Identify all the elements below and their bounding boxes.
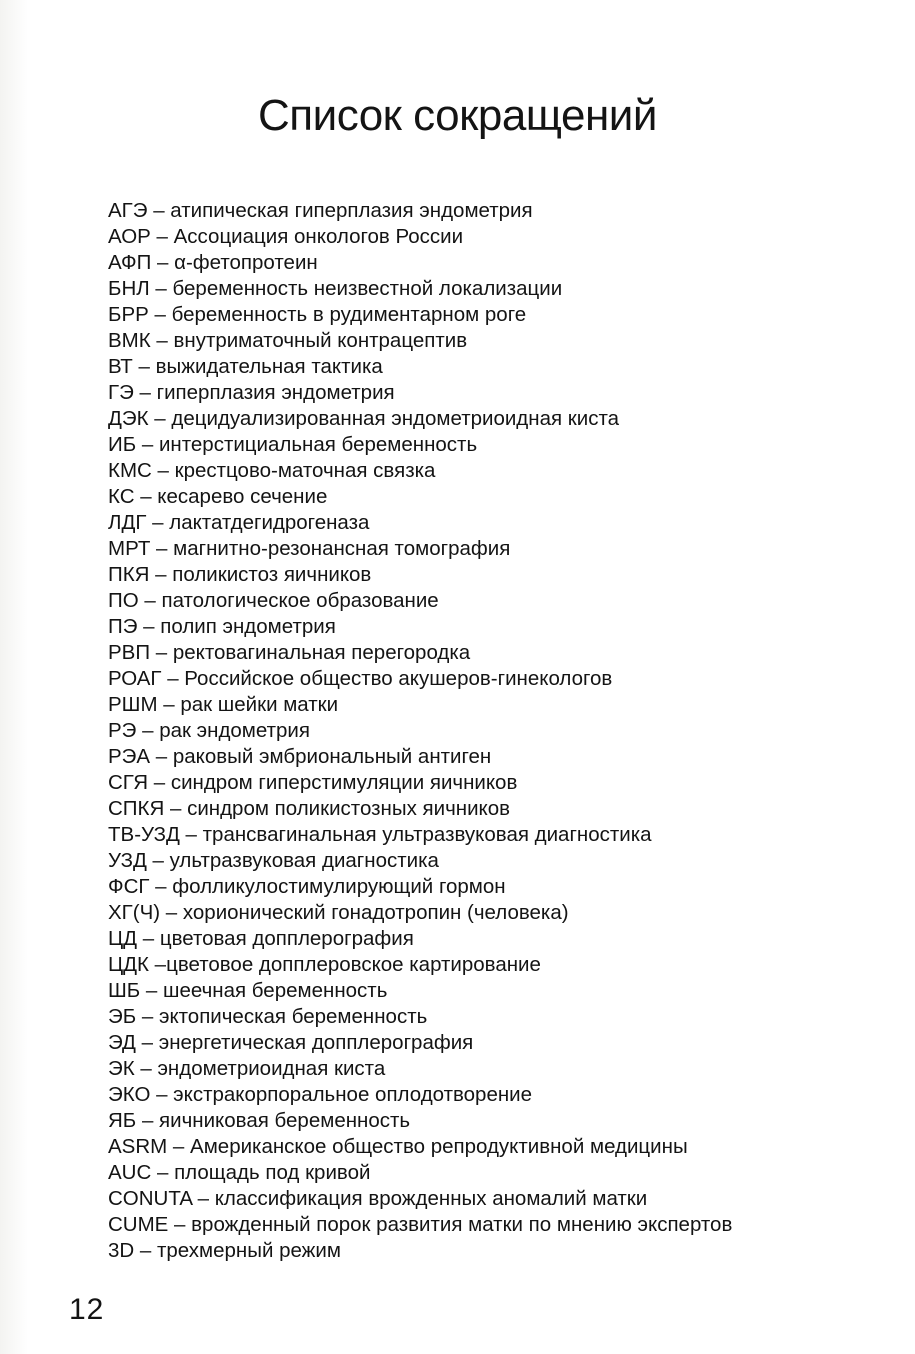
abbreviation-item: ЭКО – экстракорпоральное оплодотворение xyxy=(108,1083,533,1106)
abbreviation-item: РЭ – рак эндометрия xyxy=(108,719,310,742)
page-number: 12 xyxy=(69,1293,105,1326)
abbreviation-item: ИБ – интерстициальная беременность xyxy=(108,433,478,456)
abbreviation-item: КС – кесарево сечение xyxy=(108,485,328,508)
abbreviation-item: БРР – беременность в рудиментарном роге xyxy=(108,303,527,326)
abbreviation-item: АГЭ – атипическая гиперплазия эндометрия xyxy=(108,199,533,222)
abbreviation-item: ЭК – эндометриоидная киста xyxy=(108,1057,386,1080)
abbreviation-item: РШМ – рак шейки матки xyxy=(108,693,339,716)
abbreviation-item: АОР – Ассоциация онкологов России xyxy=(108,225,464,248)
abbreviation-item: ASRM – Американское общество репродуктивной медицины xyxy=(108,1135,688,1158)
abbreviation-item: РОАГ – Российское общество акушеров-гинекологов xyxy=(108,667,613,690)
abbreviation-item: БНЛ – беременность неизвестной локализации xyxy=(108,277,563,300)
abbreviation-item: ВТ – выжидательная тактика xyxy=(108,355,383,378)
abbreviation-item: ЭД – энергетическая допплерография xyxy=(108,1031,474,1054)
abbreviation-item: ВМК – внутриматочный контрацептив xyxy=(108,329,468,352)
abbreviation-item: УЗД – ультразвуковая диагностика xyxy=(108,849,439,872)
abbreviation-item: CONUTA – классификация врожденных аномалий матки xyxy=(108,1187,648,1210)
abbreviation-item: ХГ(Ч) – хорионический гонадотропин (человека) xyxy=(108,901,569,924)
abbreviation-item: РВП – ректовагинальная перегородка xyxy=(108,641,471,664)
abbreviation-item: ТВ-УЗД – трансвагинальная ультразвуковая диагностика xyxy=(108,823,652,846)
abbreviation-item: ПО – патологическое образование xyxy=(108,589,439,612)
abbreviation-item: ГЭ – гиперплазия эндометрия xyxy=(108,381,395,404)
abbreviation-item: ЦДК –цветовое допплеровское картирование xyxy=(108,953,541,976)
abbreviation-item: КМС – крестцово-маточная связка xyxy=(108,459,436,482)
abbreviation-item: AUC – площадь под кривой xyxy=(108,1161,371,1184)
abbreviation-item: РЭА – раковый эмбриональный антиген xyxy=(108,745,492,768)
abbreviation-item: ШБ – шеечная беременность xyxy=(108,979,388,1002)
abbreviation-item: ЦД – цветовая допплерография xyxy=(108,927,414,950)
abbreviation-item: ФСГ – фолликулостимулирующий гормон xyxy=(108,875,506,898)
abbreviation-item: СГЯ – синдром гиперстимуляции яичников xyxy=(108,771,518,794)
abbreviation-item: МРТ – магнитно-резонансная томография xyxy=(108,537,511,560)
abbreviation-item: ЯБ – яичниковая беременность xyxy=(108,1109,411,1132)
abbreviation-item: АФП – α-фетопротеин xyxy=(108,251,318,274)
abbreviation-item: ЭБ – эктопическая беременность xyxy=(108,1005,428,1028)
abbreviation-item: ПЭ – полип эндометрия xyxy=(108,615,336,638)
abbreviation-item: 3D – трехмерный режим xyxy=(108,1239,341,1262)
abbreviation-item: CUME – врожденный порок развития матки по мнению экспертов xyxy=(108,1213,733,1236)
abbreviation-item: ЛДГ – лактатдегидрогеназа xyxy=(108,511,370,534)
page-title: Список сокращений xyxy=(258,91,657,140)
abbreviation-list xyxy=(108,198,898,1264)
abbreviation-item: ПКЯ – поликистоз яичников xyxy=(108,563,372,586)
abbreviation-item: СПКЯ – синдром поликистозных яичников xyxy=(108,797,511,820)
abbreviation-item: ДЭК – децидуализированная эндометриоидная киста xyxy=(108,407,620,430)
